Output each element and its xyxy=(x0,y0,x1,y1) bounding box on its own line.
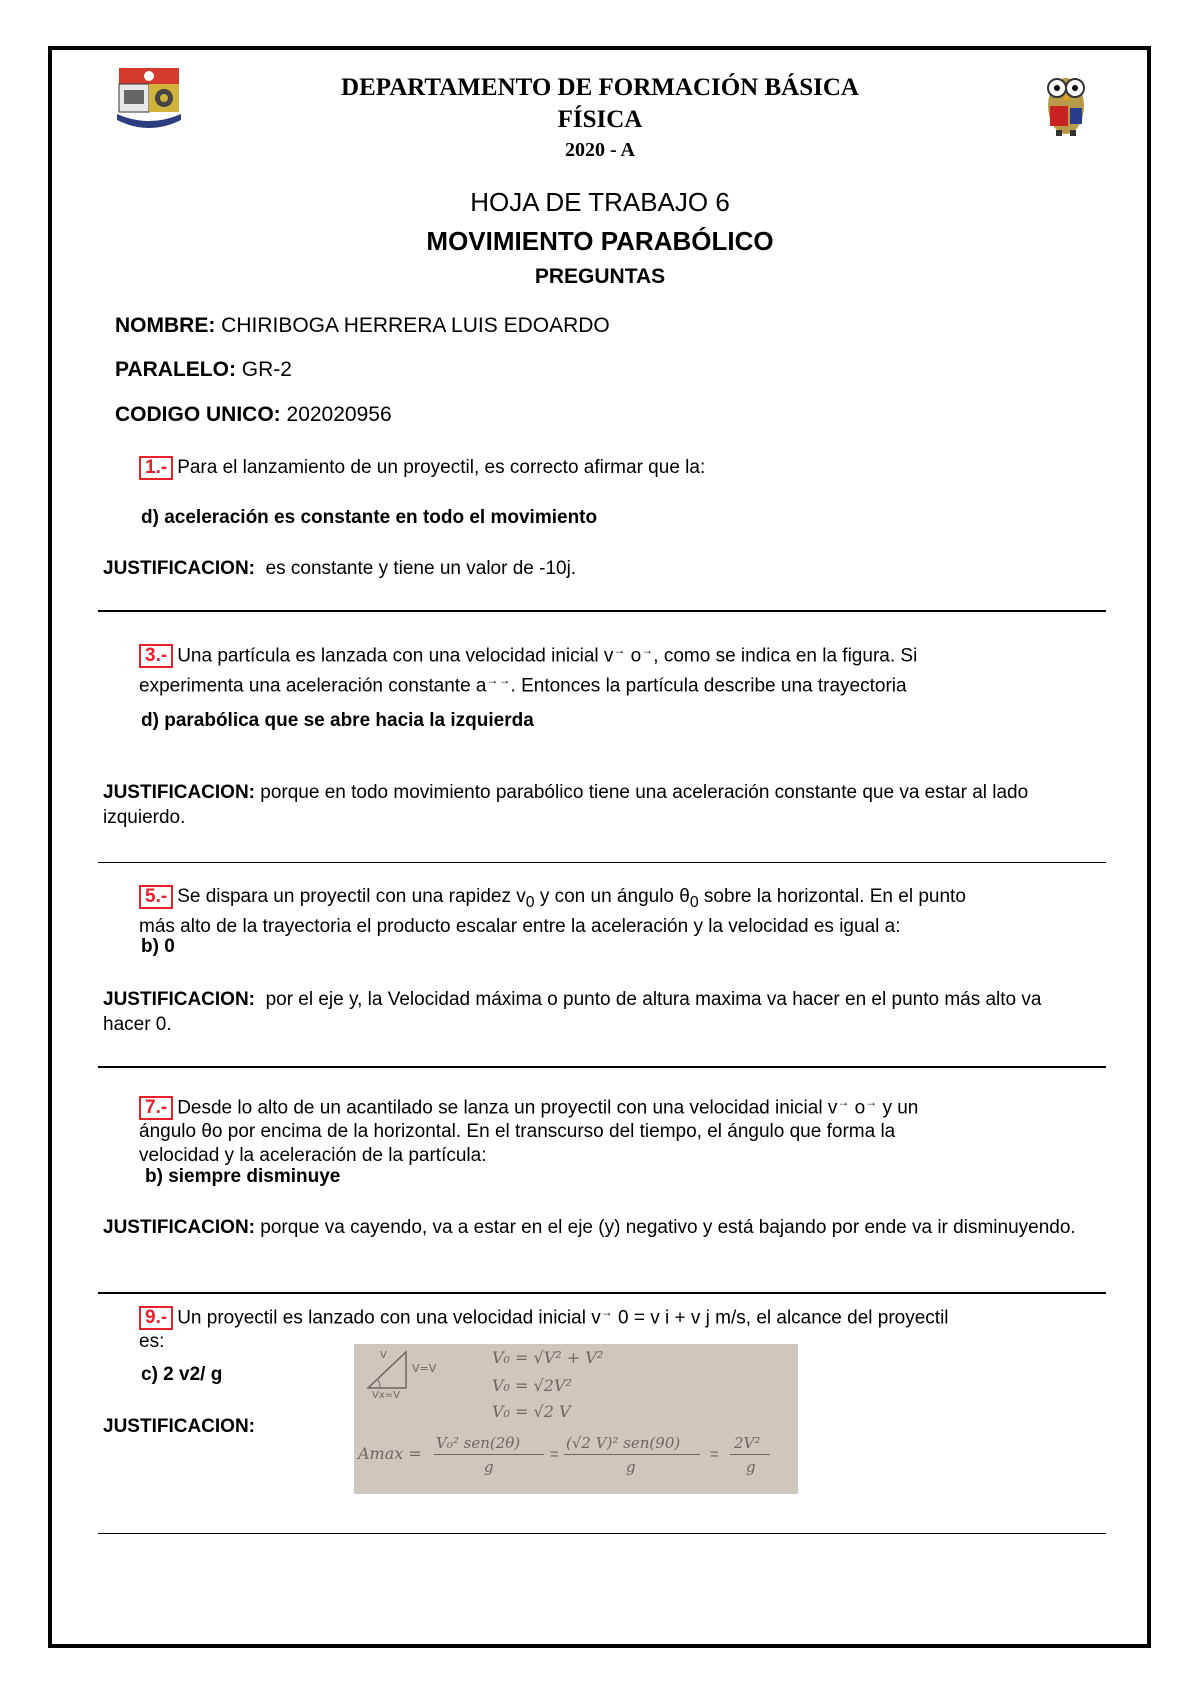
hand-eq-2: V₀ = √2V² xyxy=(492,1376,572,1395)
codigo-row xyxy=(115,403,392,427)
owl-mascot-icon xyxy=(1040,66,1092,138)
divider xyxy=(98,862,1106,863)
hand-triangle-bottom: Vx=V xyxy=(372,1390,400,1401)
question-text: Para el lanzamiento de un proyectil, es correcto afirmar que la: xyxy=(177,457,706,478)
answer-3: d) parabólica que se abre hacia la izquierda xyxy=(141,710,534,731)
hand-eq-4-den2: g xyxy=(626,1458,636,1476)
answer-9: c) 2 v2/ g xyxy=(141,1364,223,1385)
question-text: Desde lo alto de un acantilado se lanza un proyectil con una velocidad inicial v xyxy=(177,1097,838,1119)
worksheet-section: PREGUNTAS xyxy=(534,265,666,288)
student-name-row xyxy=(115,314,610,338)
question-number: 7.- xyxy=(139,1096,173,1120)
question-number: 1.- xyxy=(139,456,173,480)
question-text: Se dispara un proyectil con una rapidez v xyxy=(177,886,526,907)
question-text: velocidad y la aceleración de la partícula: xyxy=(139,1145,487,1167)
justification-7 xyxy=(103,1215,1093,1240)
codigo-label: CODIGO UNICO: xyxy=(115,403,281,426)
justification-label: JUSTIFICACION: xyxy=(103,782,255,803)
question-text: 0 = v i + v j m/s, el alcance del proyectil xyxy=(612,1307,949,1329)
question-number: 9.- xyxy=(139,1306,173,1330)
subscript: 0 xyxy=(525,893,535,911)
question-number: 5.- xyxy=(139,885,173,909)
hand-equals: = xyxy=(550,1446,559,1463)
hand-eq-3: V₀ = √2 V xyxy=(492,1402,571,1421)
answer-1: d) aceleración es constante en todo el movimiento xyxy=(141,507,598,528)
fraction-bar xyxy=(434,1454,544,1455)
question-text: Un proyectil es lanzado con una velocidad inicial v xyxy=(177,1307,601,1329)
question-text: es: xyxy=(139,1331,165,1353)
divider xyxy=(98,1066,1106,1068)
answer-7: b) siempre disminuye xyxy=(145,1166,341,1187)
justification-3 xyxy=(103,780,1083,830)
hand-triangle-top: V xyxy=(380,1350,387,1361)
subject-heading: FÍSICA xyxy=(557,106,643,133)
name-label: NOMBRE: xyxy=(115,314,216,337)
question-text: . Entonces la partícula describe una trayectoria xyxy=(510,675,907,697)
justification-label: JUSTIFICACION: xyxy=(103,1217,255,1238)
question-3 xyxy=(139,638,1079,699)
justification-label: JUSTIFICACION: xyxy=(103,558,255,579)
hand-eq-4-num3: 2V² xyxy=(734,1434,761,1452)
paralelo-label: PARALELO: xyxy=(115,358,236,381)
justification-text: por el eje y, la Velocidad máxima o punto de altura maxima va hacer en el punto más alto va hacer 0. xyxy=(103,989,1042,1035)
justification-text: es constante y tiene un valor de -10j. xyxy=(265,558,577,579)
justification-text: porque va cayendo, va a estar en el eje (y) negativo y está bajando por ende va ir disminuyendo. xyxy=(260,1217,1076,1238)
divider xyxy=(98,610,1106,612)
divider xyxy=(98,1292,1106,1294)
hand-equals: = xyxy=(710,1446,719,1463)
question-text: ángulo θo por encima de la horizontal. En el transcurso del tiempo, el ángulo que forma la xyxy=(139,1121,896,1143)
vector-arrow-icon: →→ xyxy=(486,673,511,688)
vector-arrow-icon: → xyxy=(865,1095,878,1109)
subscript: 0 xyxy=(689,893,699,911)
hand-eq-4-lhs: Amax = xyxy=(358,1444,422,1463)
hand-eq-4-num2: (√2 V)² sen(90) xyxy=(566,1434,681,1452)
justification-1 xyxy=(103,556,576,581)
answer-5: b) 0 xyxy=(141,936,175,957)
vector-arrow-icon: → xyxy=(613,643,626,657)
justification-text: porque en todo movimiento parabólico tiene una aceleración constante que va estar al lado izquierdo. xyxy=(103,782,1029,828)
hand-eq-4-den1: g xyxy=(484,1458,494,1476)
question-5 xyxy=(139,885,1089,939)
hand-eq-4-num1: V₀² sen(2θ) xyxy=(436,1434,521,1452)
worksheet-title: HOJA DE TRABAJO 6 xyxy=(470,187,730,217)
question-text: más alto de la trayectoria el producto escalar entre la aceleración y la velocidad es igual a: xyxy=(139,915,901,937)
vector-arrow-icon: → xyxy=(600,1305,613,1319)
hand-eq-1: V₀ = √V² + V² xyxy=(492,1348,604,1367)
worksheet-topic: MOVIMIENTO PARABÓLICO xyxy=(426,226,774,256)
hand-eq-4-den3: g xyxy=(746,1458,756,1476)
handwritten-solution-photo xyxy=(354,1344,798,1494)
vector-arrow-icon: → xyxy=(641,643,654,657)
question-text: experimenta una aceleración constante a xyxy=(139,675,487,697)
paralelo-value: GR-2 xyxy=(241,358,292,381)
question-text: , como se indica en la figura. Si xyxy=(653,645,918,667)
question-text: sobre la horizontal. En el punto xyxy=(698,886,966,907)
question-text: o xyxy=(625,645,642,667)
vector-arrow-icon: → xyxy=(837,1095,850,1109)
term-heading: 2020 - A xyxy=(565,139,635,161)
department-heading: DEPARTAMENTO DE FORMACIÓN BÁSICA xyxy=(341,74,859,101)
question-number: 3.- xyxy=(139,644,173,668)
justification-5 xyxy=(103,987,1093,1037)
fraction-bar xyxy=(730,1454,770,1455)
question-text: o xyxy=(849,1097,866,1119)
hand-triangle-side: V=V xyxy=(412,1362,437,1375)
divider xyxy=(98,1533,1106,1534)
justification-label: JUSTIFICACION: xyxy=(103,989,255,1010)
question-text: y con un ángulo θ xyxy=(534,886,690,907)
question-1 xyxy=(139,456,705,480)
justification-label: JUSTIFICACION: xyxy=(103,1416,255,1437)
paralelo-row xyxy=(115,358,292,382)
question-text: Una partícula es lanzada con una velocidad inicial v xyxy=(177,645,614,667)
fraction-bar xyxy=(564,1454,700,1455)
codigo-value: 202020956 xyxy=(286,403,392,426)
university-logo-icon xyxy=(115,66,183,138)
question-text: y un xyxy=(877,1097,919,1119)
justification-9 xyxy=(103,1414,255,1439)
name-value: CHIRIBOGA HERRERA LUIS EDOARDO xyxy=(221,314,610,337)
question-7 xyxy=(139,1090,1089,1168)
